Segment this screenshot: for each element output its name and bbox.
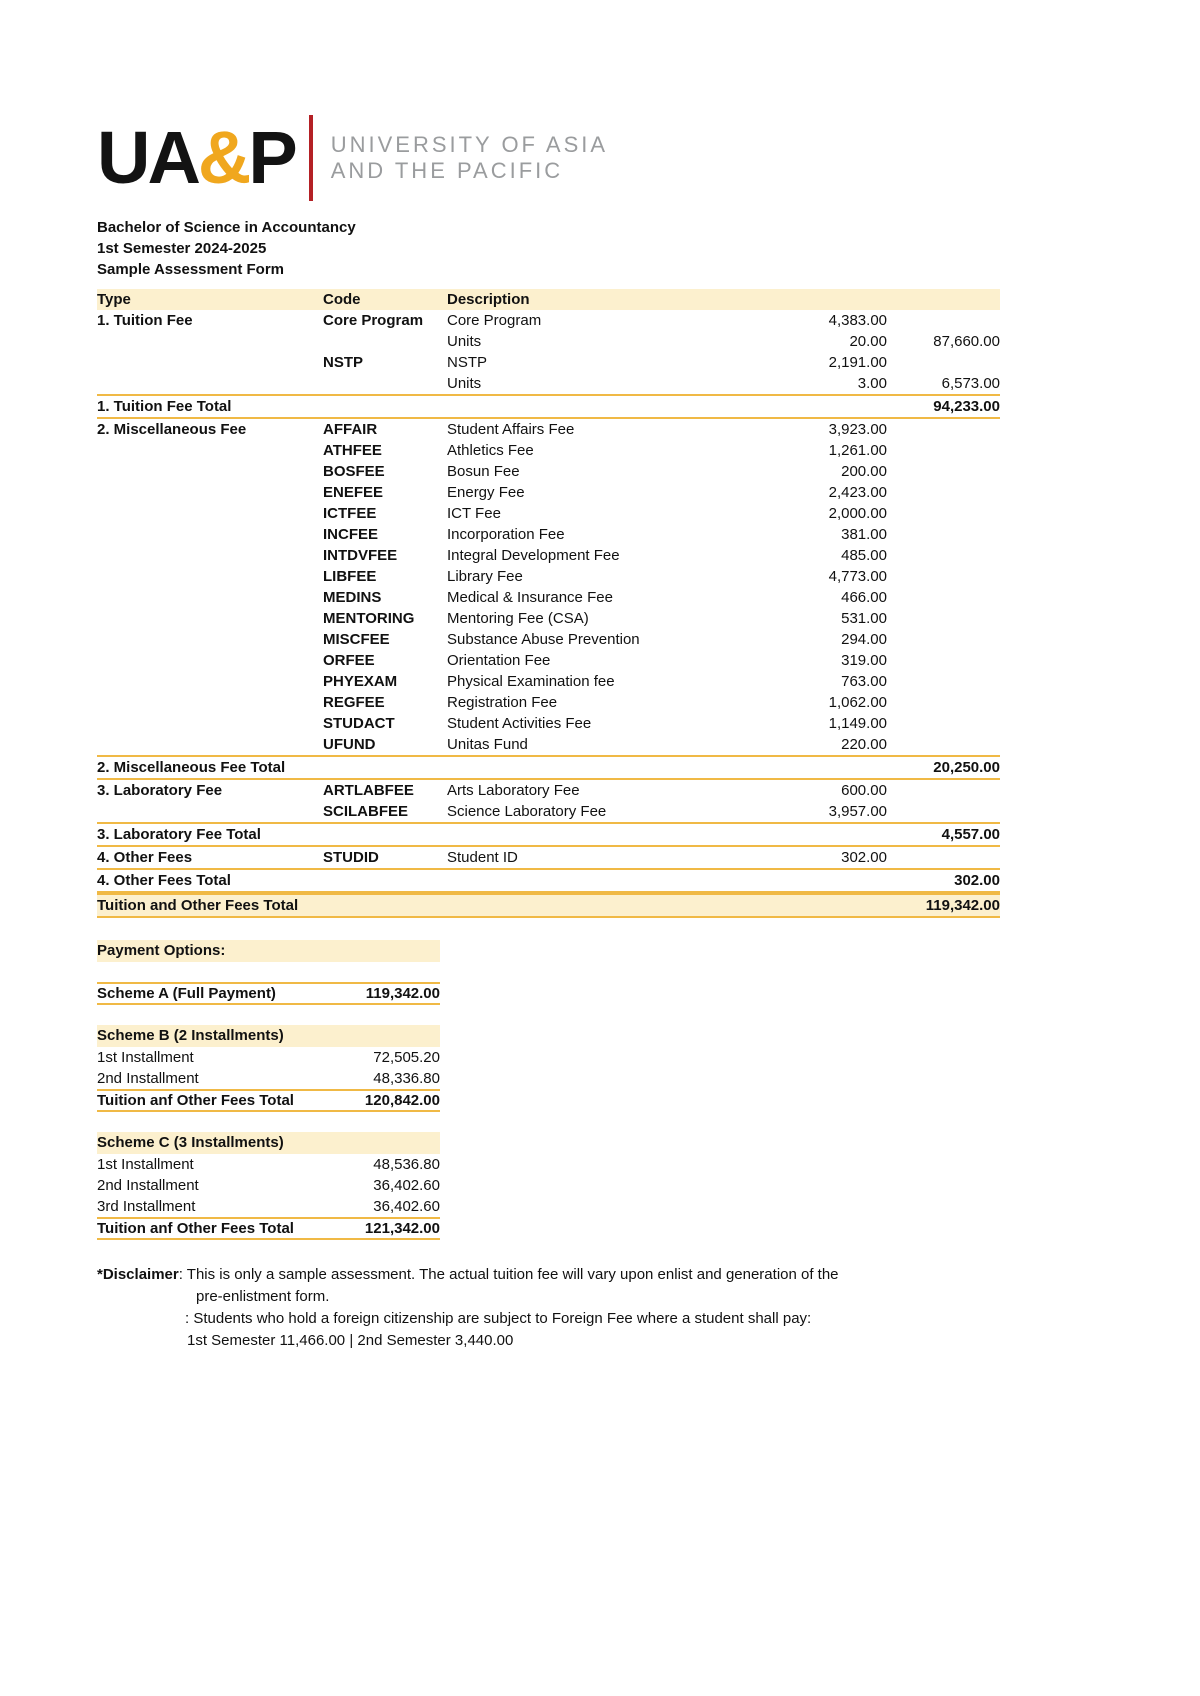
fee-code-cell: SCILABFEE — [323, 803, 409, 820]
column-header-description: Description — [447, 291, 530, 308]
fee-amount-cell: 2,423.00 — [828, 484, 887, 501]
uap-logo — [97, 113, 1200, 203]
payment-options-section — [97, 940, 440, 1240]
fee-code-cell: ATHFEE — [323, 442, 382, 459]
fee-description-cell: Physical Examination fee — [447, 673, 615, 690]
fee-amount-cell: 319.00 — [841, 652, 887, 669]
fee-type-cell: 1. Tuition Fee Total — [97, 398, 232, 415]
fee-amount-cell: 485.00 — [841, 547, 887, 564]
fee-description-cell: Athletics Fee — [447, 442, 534, 459]
fee-amount-cell: 3,957.00 — [828, 803, 887, 820]
fee-amount-cell: 294.00 — [841, 631, 887, 648]
column-header-code: Code — [323, 291, 361, 308]
fee-code-cell: STUDACT — [323, 715, 395, 732]
fee-item-row — [97, 545, 1000, 566]
semester-title: 1st Semester 2024-2025 — [97, 240, 267, 257]
fee-item-row — [97, 419, 1000, 440]
fee-item-row — [97, 629, 1000, 650]
fee-item-row — [97, 482, 1000, 503]
fee-code-cell: STUDID — [323, 849, 379, 866]
fee-amount-cell: 2,191.00 — [828, 354, 887, 371]
fee-item-row — [97, 331, 1000, 352]
fee-type-cell: 3. Laboratory Fee Total — [97, 826, 261, 843]
fee-item-row — [97, 734, 1000, 755]
fee-amount-cell: 4,383.00 — [828, 312, 887, 329]
fee-description-cell: Student ID — [447, 849, 518, 866]
scheme-c-total-amount: 121,342.00 — [364, 1220, 440, 1237]
fee-subtotal-cell: 94,233.00 — [933, 398, 1000, 415]
fee-code-cell: MISCFEE — [323, 631, 390, 648]
fee-description-cell: Medical & Insurance Fee — [447, 589, 613, 606]
fee-type-cell: 4. Other Fees — [97, 849, 193, 866]
program-title: Bachelor of Science in Accountancy — [97, 219, 356, 236]
fees-table-body — [97, 310, 1000, 918]
disclaimer-line2: pre-enlistment form. — [196, 1288, 330, 1305]
fee-description-cell: Orientation Fee — [447, 652, 551, 669]
fee-description-cell: Unitas Fund — [447, 736, 528, 753]
installment-amount: 48,536.80 — [373, 1156, 440, 1173]
scheme-a-row — [97, 982, 440, 1005]
fee-item-row — [97, 524, 1000, 545]
fee-code-cell: NSTP — [323, 354, 364, 371]
fee-amount-cell: 466.00 — [841, 589, 887, 606]
fee-amount-cell: 600.00 — [841, 782, 887, 799]
form-title: Sample Assessment Form — [97, 261, 285, 278]
fee-description-cell: Bosun Fee — [447, 463, 520, 480]
fee-item-row — [97, 461, 1000, 482]
university-name-line1: UNIVERSITY OF ASIA — [330, 131, 609, 157]
fee-item-row — [97, 713, 1000, 734]
scheme-a-label: Scheme A (Full Payment) — [97, 985, 276, 1002]
scheme-b-rows — [97, 1047, 440, 1089]
logo-university-name — [331, 132, 608, 185]
fee-code-cell: MENTORING — [323, 610, 415, 627]
fee-item-row — [97, 650, 1000, 671]
fee-subtotal-cell: 302.00 — [954, 872, 1000, 889]
scheme-b-total-label: Tuition anf Other Fees Total — [97, 1092, 294, 1109]
fee-description-cell: Student Affairs Fee — [447, 421, 575, 438]
fee-amount-cell: 3,923.00 — [828, 421, 887, 438]
fee-item-row — [97, 373, 1000, 394]
fee-description-cell: Registration Fee — [447, 694, 558, 711]
fee-type-cell: 1. Tuition Fee — [97, 312, 193, 329]
scheme-b-block — [97, 1025, 440, 1112]
disclaimer-text1: : This is only a sample assessment. The actual tuition fee will vary upon enlist and generation of the — [178, 1266, 839, 1283]
fee-description-cell: Arts Laboratory Fee — [447, 782, 580, 799]
fee-description-cell: Substance Abuse Prevention — [447, 631, 640, 648]
fee-total-row — [97, 868, 1000, 893]
fee-type-cell: Tuition and Other Fees Total — [97, 897, 299, 914]
fee-item-row — [97, 608, 1000, 629]
fee-item-row — [97, 671, 1000, 692]
scheme-c-total-label: Tuition anf Other Fees Total — [97, 1220, 294, 1237]
fee-amount-cell: 1,062.00 — [828, 694, 887, 711]
fee-code-cell: REGFEE — [323, 694, 385, 711]
fee-description-cell: Units — [447, 375, 482, 392]
fee-description-cell: ICT Fee — [447, 505, 501, 522]
installment-row — [97, 1196, 440, 1217]
scheme-b-total-row — [97, 1089, 440, 1112]
fee-description-cell: Core Program — [447, 312, 542, 329]
scheme-b-header: Scheme B (2 Installments) — [97, 1025, 440, 1047]
scheme-a-block — [97, 982, 440, 1005]
fee-description-cell: Incorporation Fee — [447, 526, 565, 543]
fee-description-cell: NSTP — [447, 354, 488, 371]
logo-divider — [309, 115, 313, 201]
fee-code-cell: BOSFEE — [323, 463, 385, 480]
scheme-b-total-amount: 120,842.00 — [364, 1092, 440, 1109]
fee-code-cell: UFUND — [323, 736, 376, 753]
installment-row — [97, 1175, 440, 1196]
fee-item-row — [97, 310, 1000, 331]
fee-amount-cell: 531.00 — [841, 610, 887, 627]
fee-code-cell: ORFEE — [323, 652, 375, 669]
fee-amount-cell: 302.00 — [841, 849, 887, 866]
installment-label: 2nd Installment — [97, 1070, 199, 1087]
fee-item-row — [97, 847, 1000, 868]
fee-amount-cell: 20.00 — [849, 333, 887, 350]
fee-code-cell: INTDVFEE — [323, 547, 398, 564]
fee-subtotal-cell: 119,342.00 — [925, 897, 1000, 914]
disclaimer — [97, 1264, 1200, 1352]
fee-description-cell: Energy Fee — [447, 484, 525, 501]
fee-code-cell: INCFEE — [323, 526, 379, 543]
scheme-a-amount: 119,342.00 — [365, 985, 440, 1002]
fee-item-row — [97, 566, 1000, 587]
payment-options-header: Payment Options: — [97, 940, 440, 962]
fee-code-cell: AFFAIR — [323, 421, 378, 438]
fee-item-row — [97, 692, 1000, 713]
fee-type-cell: 2. Miscellaneous Fee — [97, 421, 247, 438]
fee-amount-cell: 2,000.00 — [828, 505, 887, 522]
fee-item-row — [97, 587, 1000, 608]
fee-amount-cell: 763.00 — [841, 673, 887, 690]
disclaimer-line1 — [97, 1264, 1200, 1286]
fee-item-row — [97, 503, 1000, 524]
logo-p: P — [248, 116, 295, 199]
fee-total-row — [97, 893, 1000, 918]
installment-row — [97, 1068, 440, 1089]
fee-total-row — [97, 394, 1000, 419]
fee-item-row — [97, 440, 1000, 461]
scheme-c-rows — [97, 1154, 440, 1217]
fee-description-cell: Student Activities Fee — [447, 715, 592, 732]
fee-subtotal-cell: 87,660.00 — [933, 333, 1000, 350]
logo-ua: UA — [97, 116, 198, 199]
fee-description-cell: Science Laboratory Fee — [447, 803, 607, 820]
fee-item-row — [97, 801, 1000, 822]
installment-label: 2nd Installment — [97, 1177, 199, 1194]
installment-amount: 48,336.80 — [373, 1070, 440, 1087]
fee-item-row — [97, 780, 1000, 801]
installment-label: 1st Installment — [97, 1049, 194, 1066]
fee-amount-cell: 1,261.00 — [828, 442, 887, 459]
column-header-type: Type — [97, 291, 131, 308]
fee-type-cell: 3. Laboratory Fee — [97, 782, 223, 799]
disclaimer-line4: 1st Semester 11,466.00 | 2nd Semester 3,440.00 — [187, 1332, 514, 1349]
fee-amount-cell: 1,149.00 — [828, 715, 887, 732]
fee-amount-cell: 3.00 — [857, 375, 887, 392]
fee-type-cell: 2. Miscellaneous Fee Total — [97, 759, 286, 776]
scheme-c-total-row — [97, 1217, 440, 1240]
scheme-c-block — [97, 1132, 440, 1240]
installment-row — [97, 1154, 440, 1175]
fee-code-cell: ARTLABFEE — [323, 782, 414, 799]
fee-item-row — [97, 352, 1000, 373]
university-name-line2: AND THE PACIFIC — [330, 158, 564, 183]
disclaimer-label: *Disclaimer — [97, 1266, 179, 1283]
uap-logo-wordmark — [97, 116, 295, 199]
document-header — [97, 217, 1200, 280]
logo-ampersand: & — [197, 116, 249, 199]
fee-description-cell: Mentoring Fee (CSA) — [447, 610, 589, 627]
fee-subtotal-cell: 20,250.00 — [933, 759, 1000, 776]
fee-subtotal-cell: 4,557.00 — [941, 826, 1000, 843]
fee-code-cell: ENEFEE — [323, 484, 384, 501]
disclaimer-line3: : Students who hold a foreign citizenship are subject to Foreign Fee where a student shall pay: — [185, 1310, 812, 1327]
fees-table — [97, 289, 1000, 918]
fee-amount-cell: 200.00 — [841, 463, 887, 480]
fee-subtotal-cell: 6,573.00 — [941, 375, 1000, 392]
fee-code-cell: MEDINS — [323, 589, 382, 606]
installment-amount: 36,402.60 — [373, 1198, 440, 1215]
fee-description-cell: Library Fee — [447, 568, 523, 585]
installment-label: 3rd Installment — [97, 1198, 196, 1215]
fee-total-row — [97, 755, 1000, 780]
fee-type-cell: 4. Other Fees Total — [97, 872, 231, 889]
scheme-c-header: Scheme C (3 Installments) — [97, 1132, 440, 1154]
installment-amount: 72,505.20 — [373, 1049, 440, 1066]
fee-description-cell: Units — [447, 333, 482, 350]
fee-code-cell: PHYEXAM — [323, 673, 398, 690]
installment-label: 1st Installment — [97, 1156, 194, 1173]
fee-total-row — [97, 822, 1000, 847]
fee-code-cell: ICTFEE — [323, 505, 377, 522]
installment-row — [97, 1047, 440, 1068]
fee-amount-cell: 220.00 — [841, 736, 887, 753]
fee-amount-cell: 381.00 — [841, 526, 887, 543]
fee-code-cell: LIBFEE — [323, 568, 377, 585]
installment-amount: 36,402.60 — [373, 1177, 440, 1194]
fee-description-cell: Integral Development Fee — [447, 547, 620, 564]
fee-amount-cell: 4,773.00 — [828, 568, 887, 585]
fees-table-header-row — [97, 289, 1000, 310]
fee-code-cell: Core Program — [323, 312, 424, 329]
